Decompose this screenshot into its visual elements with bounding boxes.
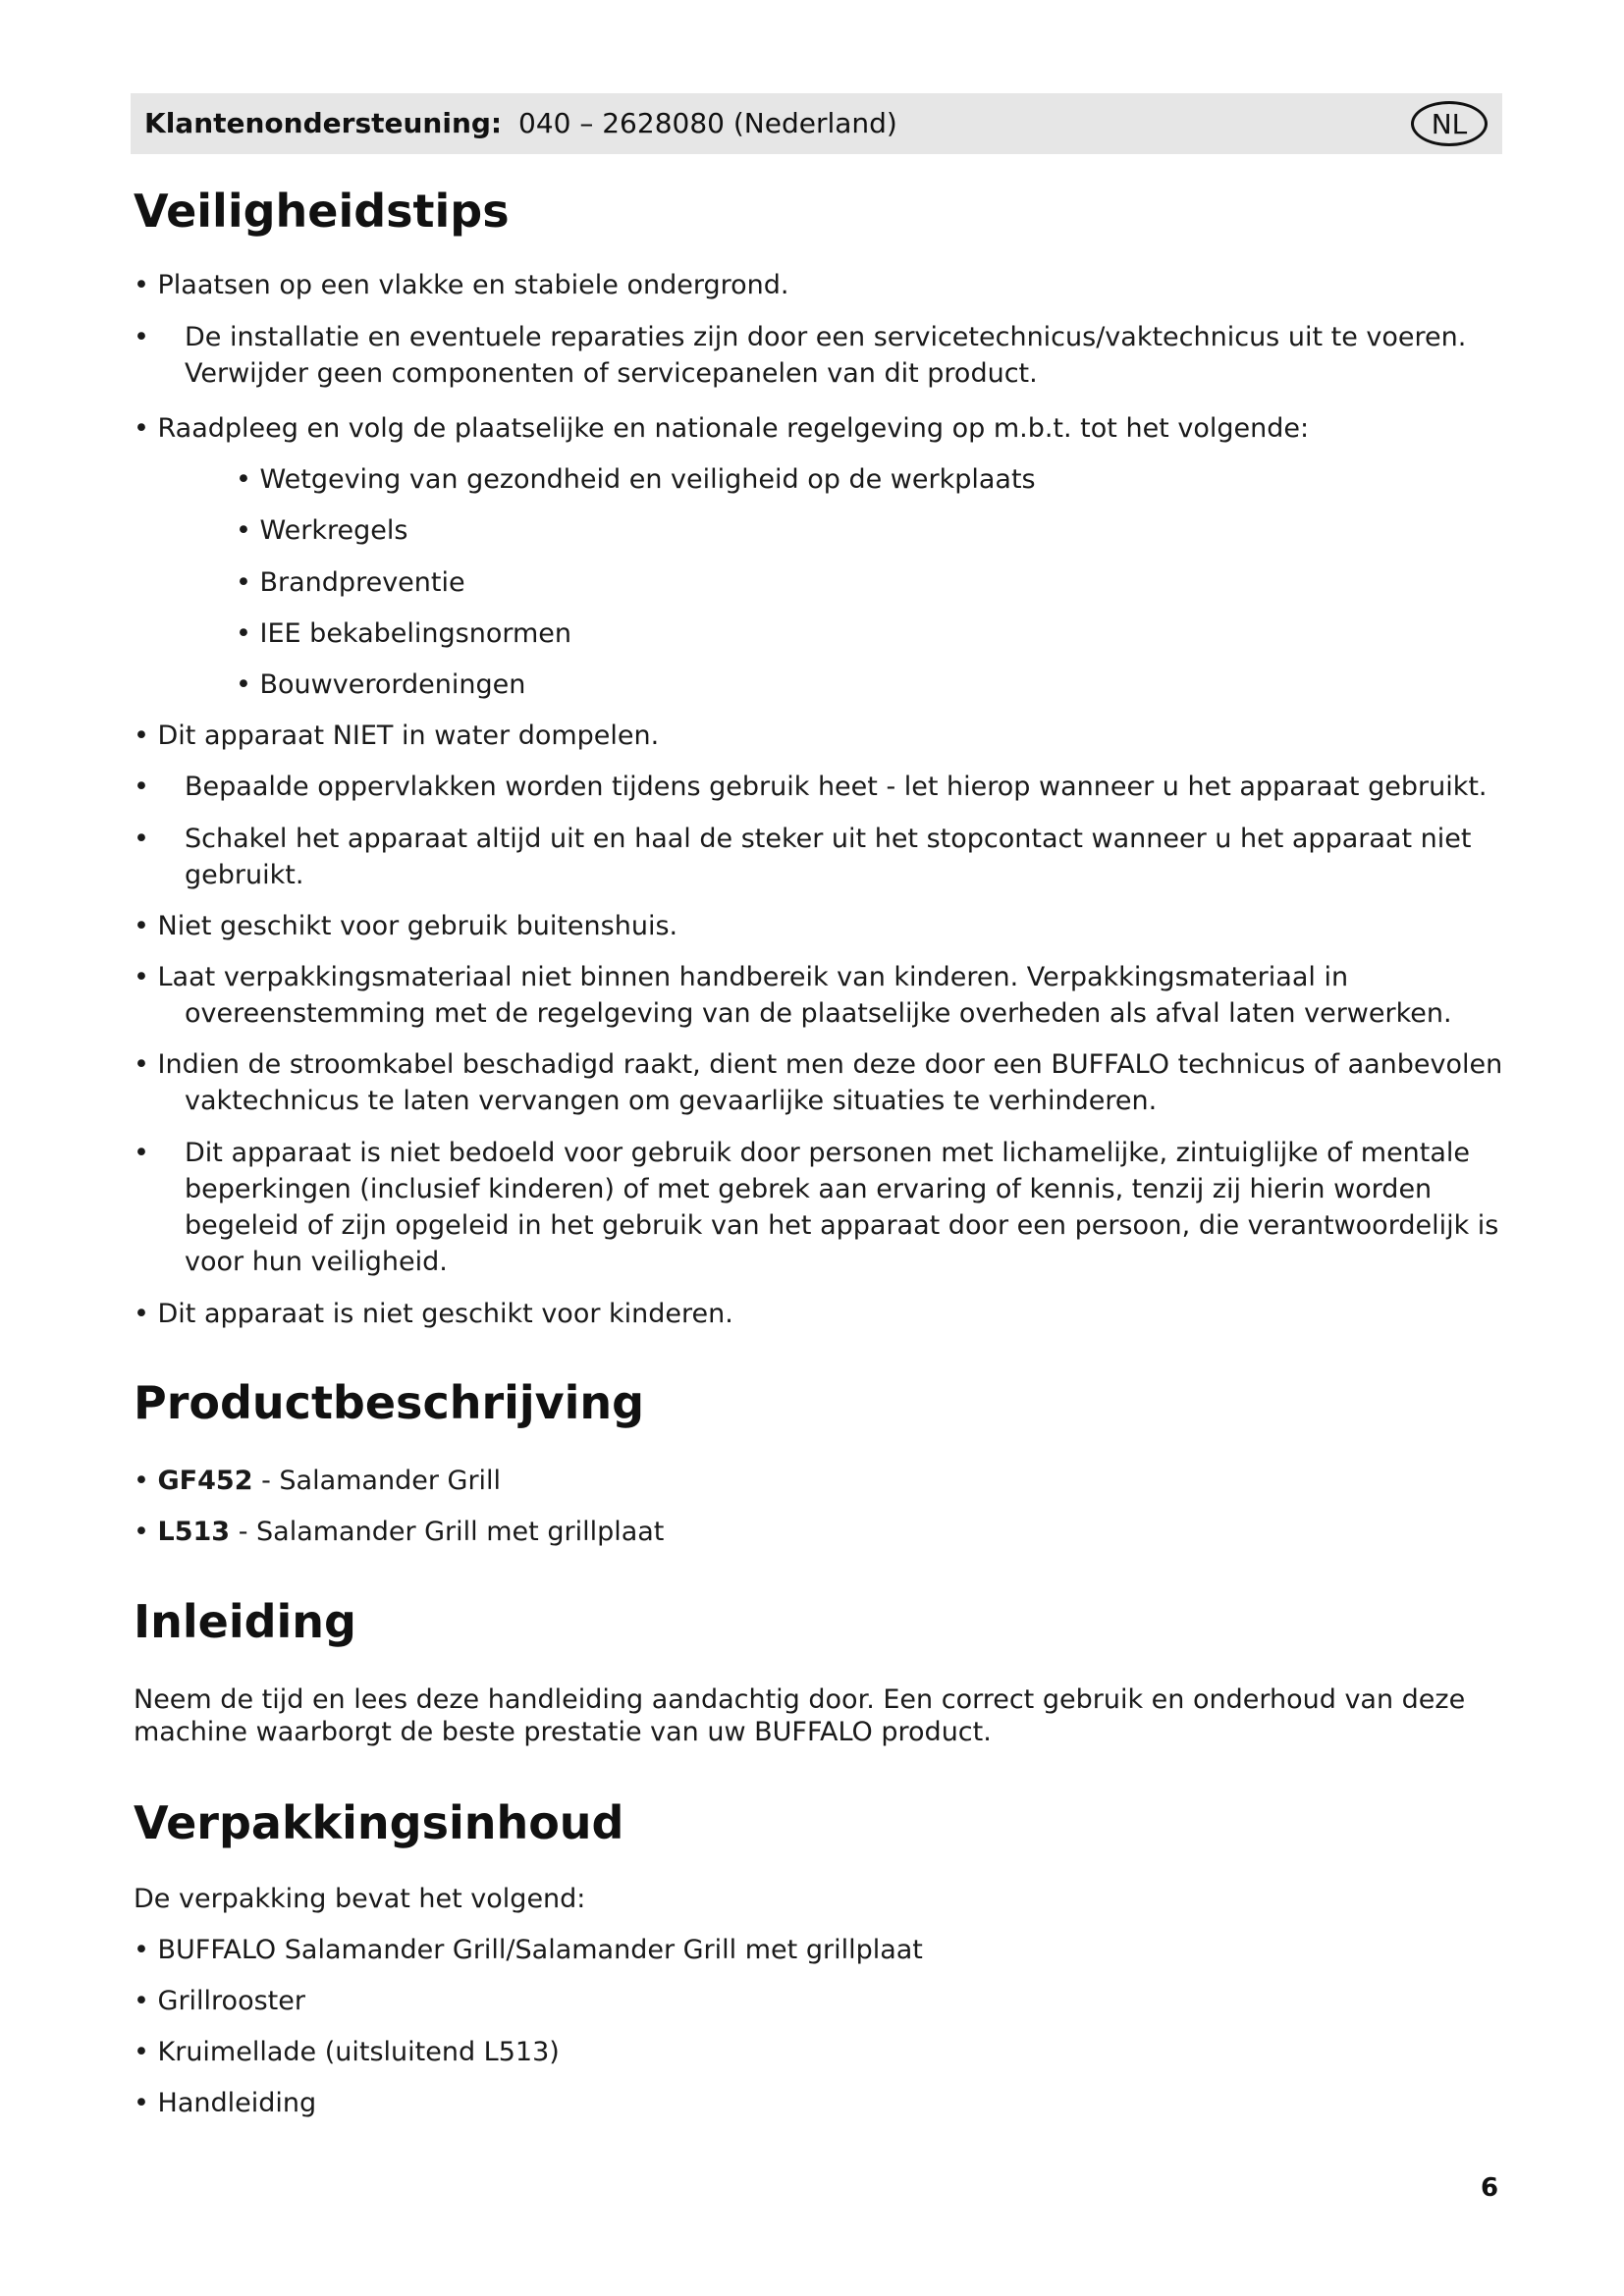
sub-list-item: • Brandpreventie: [236, 567, 465, 598]
list-item-text: Verwijder geen componenten of servicepanelen van dit product.: [185, 358, 1038, 389]
section-title-safety: Veiligheidstips: [134, 185, 510, 238]
list-item-text: Dit apparaat NIET in water dompelen.: [157, 721, 660, 751]
list-item-text: Bouwverordeningen: [259, 669, 526, 700]
list-item: •: [134, 772, 149, 802]
list-item: •: [134, 1138, 149, 1168]
list-item-text: Dit apparaat is niet geschikt voor kinderen.: [157, 1299, 733, 1329]
intro-line: machine waarborgt de beste prestatie van uw BUFFALO product.: [134, 1717, 992, 1747]
support-phone: 040 – 2628080 (Nederland): [518, 107, 897, 139]
list-item: • Indien de stroomkabel beschadigd raakt, dient men deze door een BUFFALO technicus of aanbevolen: [134, 1049, 1503, 1080]
list-item-text: Kruimellade (uitsluitend L513): [157, 2037, 560, 2067]
section-title-intro: Inleiding: [134, 1595, 356, 1648]
list-item: • Handleiding: [134, 2088, 317, 2118]
list-item: • Kruimellade (uitsluitend L513): [134, 2037, 560, 2067]
contents-lead: De verpakking bevat het volgend:: [134, 1884, 586, 1914]
list-item-text: vaktechnicus te laten vervangen om gevaarlijke situaties te verhinderen.: [185, 1086, 1158, 1116]
sub-list-item: • Werkregels: [236, 515, 408, 546]
sub-list-item: • Bouwverordeningen: [236, 669, 526, 700]
list-item-text: Wetgeving van gezondheid en veiligheid op de werkplaats: [259, 464, 1036, 495]
list-item: • BUFFALO Salamander Grill/Salamander Grill met grillplaat: [134, 1935, 923, 1965]
support-header-bar: [131, 93, 1502, 154]
list-item-text: De installatie en eventuele reparaties zijn door een servicetechnicus/vaktechnicus uit te voeren.: [185, 322, 1467, 352]
list-item: • GF452 - Salamander Grill: [134, 1466, 502, 1496]
list-item-text: Raadpleeg en volg de plaatselijke en nationale regelgeving op m.b.t. tot het volgende:: [157, 413, 1310, 444]
list-item-text: BUFFALO Salamander Grill/Salamander Grill met grillplaat: [157, 1935, 923, 1965]
support-label: Klantenondersteuning:: [144, 107, 503, 139]
list-item-text: voor hun veiligheid.: [185, 1247, 448, 1277]
section-title-product: Productbeschrijving: [134, 1376, 645, 1429]
list-item-text: gebruikt.: [185, 860, 304, 890]
list-item: • Niet geschikt voor gebruik buitenshuis.: [134, 911, 678, 941]
list-item-text: Laat verpakkingsmateriaal niet binnen handbereik van kinderen. Verpakkingsmateriaal in: [157, 962, 1349, 992]
list-item-text: Indien de stroomkabel beschadigd raakt, dient men deze door een BUFFALO technicus of aanbevolen: [157, 1049, 1503, 1080]
intro-line: Neem de tijd en lees deze handleiding aandachtig door. Een correct gebruik en onderhoud van deze: [134, 1684, 1466, 1715]
list-item-text: beperkingen (inclusief kinderen) of met gebrek aan ervaring of kennis, tenzij zij hierin worden: [185, 1174, 1433, 1204]
product-code: GF452: [157, 1466, 253, 1496]
list-item: • L513 - Salamander Grill met grillplaat: [134, 1517, 665, 1547]
list-item-text: Handleiding: [157, 2088, 317, 2118]
list-item-text: Plaatsen op een vlakke en stabiele ondergrond.: [157, 270, 789, 300]
list-item: • Raadpleeg en volg de plaatselijke en nationale regelgeving op m.b.t. tot het volgende:: [134, 413, 1310, 444]
product-desc: - Salamander Grill: [261, 1466, 502, 1496]
list-item-text: Schakel het apparaat altijd uit en haal de steker uit het stopcontact wanneer u het apparaat niet: [185, 824, 1472, 854]
sub-list-item: • Wetgeving van gezondheid en veiligheid op de werkplaats: [236, 464, 1036, 495]
list-item-text: overeenstemming met de regelgeving van de plaatselijke overheden als afval laten verwerken.: [185, 998, 1452, 1029]
language-badge: NL: [1411, 101, 1488, 146]
list-item: • Dit apparaat NIET in water dompelen.: [134, 721, 660, 751]
list-item: • Plaatsen op een vlakke en stabiele ondergrond.: [134, 270, 789, 300]
section-title-contents: Verpakkingsinhoud: [134, 1796, 624, 1849]
list-item-text: Werkregels: [259, 515, 408, 546]
product-code: L513: [157, 1517, 231, 1547]
sub-list-item: • IEE bekabelingsnormen: [236, 618, 571, 649]
product-desc: - Salamander Grill met grillplaat: [238, 1517, 665, 1547]
page-number: 6: [1481, 2173, 1499, 2203]
list-item-text: IEE bekabelingsnormen: [259, 618, 571, 649]
list-item: •: [134, 824, 149, 854]
list-item-text: begeleid of zijn opgeleid in het gebruik van het apparaat door een persoon, die verantwoordelijk is: [185, 1210, 1499, 1241]
list-item-text: Brandpreventie: [259, 567, 465, 598]
list-item-text: Dit apparaat is niet bedoeld voor gebruik door personen met lichamelijke, zintuiglijke of mentale: [185, 1138, 1471, 1168]
list-item: • Dit apparaat is niet geschikt voor kinderen.: [134, 1299, 733, 1329]
list-item: • Laat verpakkingsmateriaal niet binnen handbereik van kinderen. Verpakkingsmateriaal in: [134, 962, 1349, 992]
list-item-text: Niet geschikt voor gebruik buitenshuis.: [157, 911, 678, 941]
list-item-text: Bepaalde oppervlakken worden tijdens gebruik heet - let hierop wanneer u het apparaat gebruikt.: [185, 772, 1488, 802]
list-item-text: Grillrooster: [157, 1986, 305, 2016]
list-item: • Grillrooster: [134, 1986, 305, 2016]
list-item: •: [134, 322, 149, 352]
